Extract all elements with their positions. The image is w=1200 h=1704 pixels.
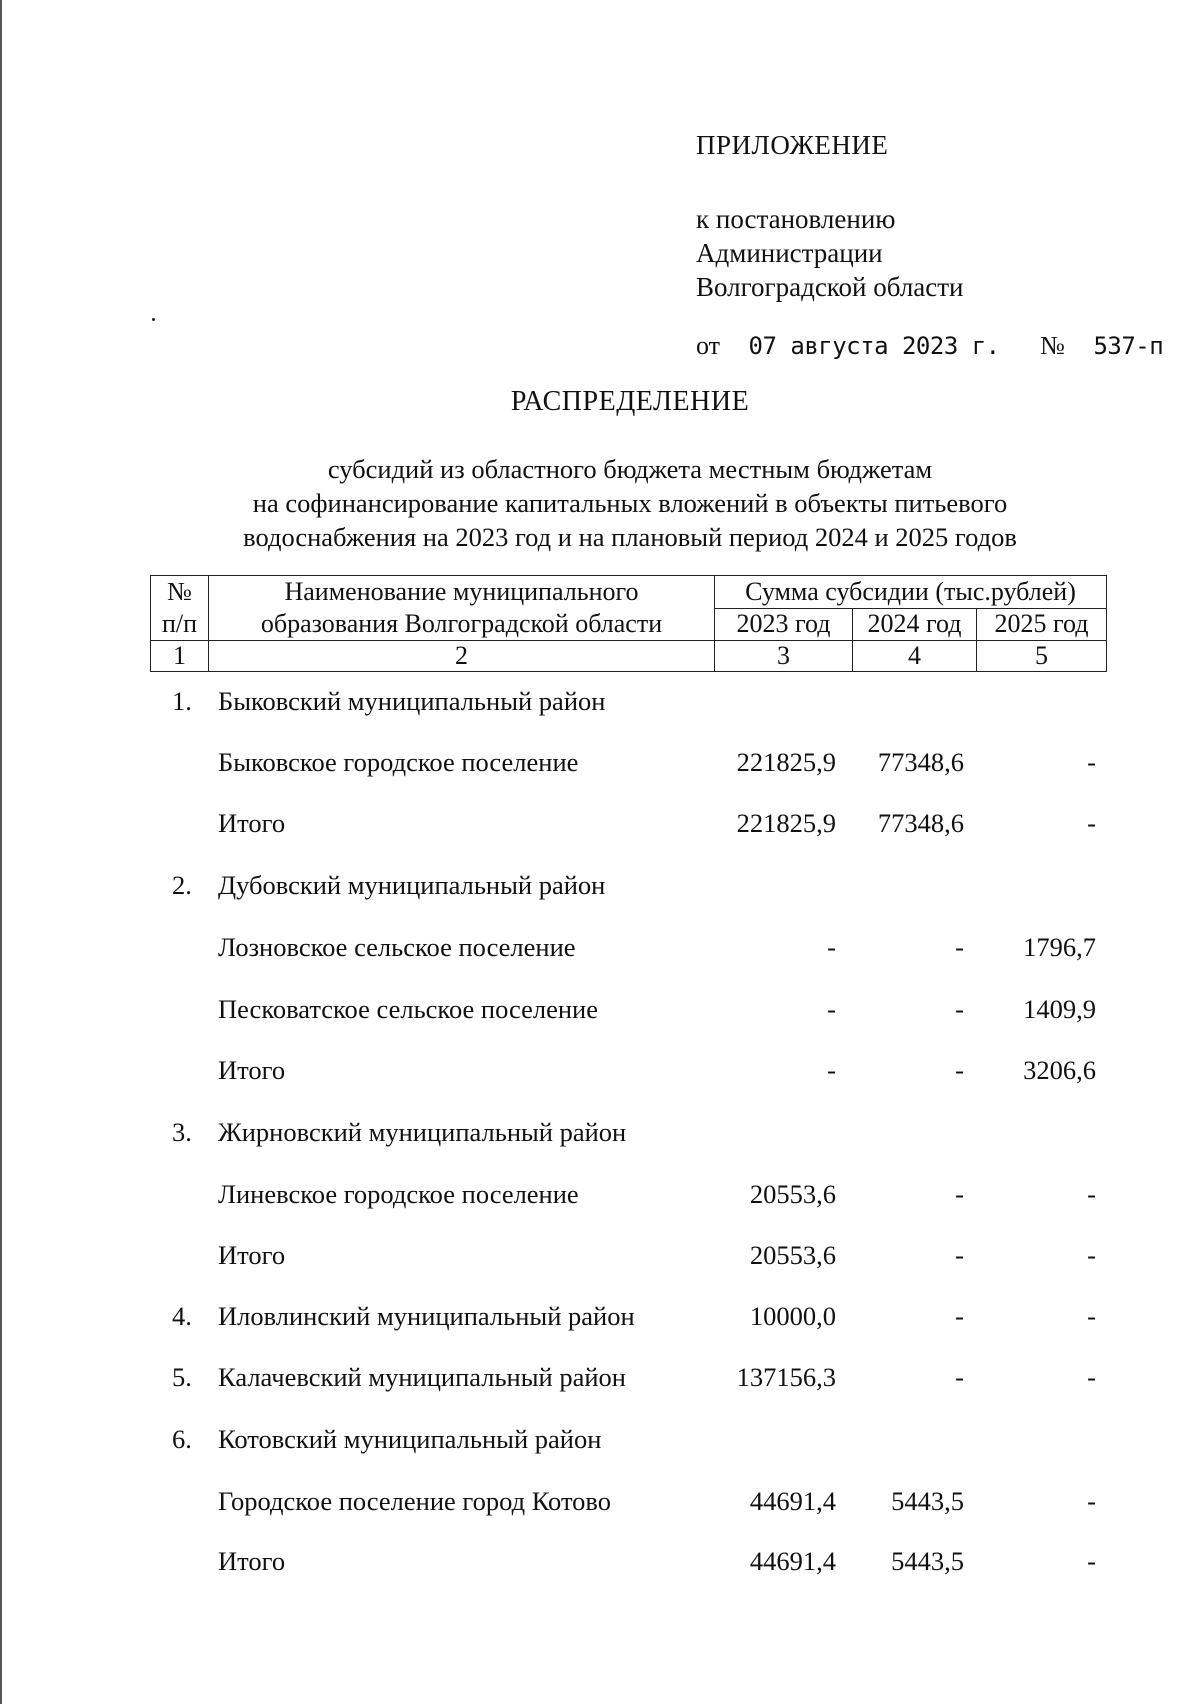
row-name: Итого <box>218 808 286 838</box>
header-num-line-2: п/п <box>161 609 198 638</box>
header-col-3: 3 <box>715 641 853 672</box>
value-2025: 1409,9 <box>1023 994 1096 1024</box>
value-2025: - <box>1087 1486 1096 1516</box>
document-title: РАСПРЕДЕЛЕНИЕ <box>510 386 750 417</box>
decree-number: 537-п <box>1093 332 1164 360</box>
row-name: Быковский муниципальный район <box>218 686 606 716</box>
value-2025: - <box>1087 1362 1096 1392</box>
appendix-line-3: Волгоградской области <box>696 272 964 302</box>
row-name: Котовский муниципальный район <box>218 1424 602 1454</box>
table-row <box>150 1362 1106 1398</box>
value-2023: 20553,6 <box>749 1240 836 1270</box>
value-2025: - <box>1087 1546 1096 1576</box>
table-row <box>150 932 1106 968</box>
value-2025: - <box>1087 808 1096 838</box>
value-2024: - <box>955 1055 964 1085</box>
row-number: 3. <box>172 1117 192 1147</box>
value-2023: 221825,9 <box>736 747 836 777</box>
row-name: Быковское городское поселение <box>218 747 579 777</box>
header-num <box>151 576 209 641</box>
value-2024: 5443,5 <box>891 1486 964 1516</box>
value-2023: - <box>827 932 836 962</box>
row-name: Дубовский муниципальный район <box>218 870 606 900</box>
value-2024: - <box>955 994 964 1024</box>
row-number: 2. <box>172 870 192 900</box>
header-col-5: 5 <box>977 641 1107 672</box>
appendix-line-1: к постановлению <box>696 204 896 234</box>
appendix-line-2: Администрации <box>696 238 883 268</box>
value-2023: 10000,0 <box>749 1301 836 1331</box>
table-row <box>150 1424 1106 1460</box>
appendix-block <box>696 128 964 302</box>
header-num-line-1: № <box>167 577 192 606</box>
value-2024: - <box>955 1301 964 1331</box>
row-name: Итого <box>218 1240 286 1270</box>
header-col-1: 1 <box>151 641 209 672</box>
table-row <box>150 1546 1106 1582</box>
row-name: Калачевский муниципальный район <box>218 1362 626 1392</box>
header-name-line-2: образования Волгоградской области <box>260 609 663 638</box>
table-row <box>150 686 1106 722</box>
row-number: 1. <box>172 686 192 716</box>
value-2024: - <box>955 1240 964 1270</box>
table-row <box>150 994 1106 1030</box>
row-name: Лозновское сельское поселение <box>218 932 576 962</box>
table-row <box>150 808 1106 844</box>
value-2025: - <box>1087 1240 1096 1270</box>
row-name: Песковатское сельское поселение <box>218 994 598 1024</box>
value-2025: - <box>1087 1301 1096 1331</box>
table-row <box>150 870 1106 906</box>
value-2024: 5443,5 <box>891 1546 964 1576</box>
value-2025: - <box>1087 747 1096 777</box>
appendix-reference <box>696 202 964 304</box>
header-year-2023: 2023 год <box>715 608 853 641</box>
table-row <box>150 1240 1106 1276</box>
value-2025: 1796,7 <box>1023 932 1096 962</box>
number-label: № <box>1040 331 1065 360</box>
table-row <box>150 1117 1106 1153</box>
row-name: Итого <box>218 1546 286 1576</box>
table-row <box>150 1055 1106 1091</box>
row-name: Линевское городское поселение <box>218 1179 579 1209</box>
header-name <box>209 576 715 641</box>
value-2024: - <box>955 1362 964 1392</box>
row-number: 4. <box>172 1301 192 1331</box>
row-number: 5. <box>172 1362 192 1392</box>
decree-dateline <box>696 331 1163 361</box>
header-sum-title: Сумма субсидии (тыс.рублей) <box>715 576 1107 609</box>
header-year-2024: 2024 год <box>853 608 977 641</box>
value-2023: 44691,4 <box>749 1486 836 1516</box>
header-year-2025: 2025 год <box>977 608 1107 641</box>
value-2024: 77348,6 <box>877 808 964 838</box>
table-row <box>150 1301 1106 1337</box>
subtitle-line-1: субсидий из областного бюджета местным бюджетам <box>327 454 933 484</box>
row-name: Иловлинский муниципальный район <box>218 1301 635 1331</box>
table-row <box>150 1179 1106 1215</box>
row-name: Жирновский муниципальный район <box>218 1117 627 1147</box>
table-header <box>150 575 1107 672</box>
value-2023: - <box>827 994 836 1024</box>
subtitle-line-2: на софинансирование капитальных вложений в объекты питьевого <box>252 488 1008 518</box>
header-name-line-1: Наименование муниципального <box>284 577 639 606</box>
decree-date: 07 августа 2023 г. <box>748 332 1000 360</box>
document-subtitle <box>0 452 1200 554</box>
value-2023: 137156,3 <box>736 1362 836 1392</box>
value-2023: - <box>827 1055 836 1085</box>
row-name: Итого <box>218 1055 286 1085</box>
value-2024: 77348,6 <box>877 747 964 777</box>
value-2023: 44691,4 <box>749 1546 836 1576</box>
from-label: от <box>696 331 721 360</box>
appendix-title: ПРИЛОЖЕНИЕ <box>696 130 889 160</box>
table-row <box>150 747 1106 783</box>
value-2023: 20553,6 <box>749 1179 836 1209</box>
value-2025: - <box>1087 1179 1096 1209</box>
value-2023: 221825,9 <box>736 808 836 838</box>
header-col-4: 4 <box>853 641 977 672</box>
value-2024: - <box>955 1179 964 1209</box>
scan-edge <box>0 0 2 1704</box>
row-number: 6. <box>172 1424 192 1454</box>
header-col-2: 2 <box>209 641 715 672</box>
value-2024: - <box>955 932 964 962</box>
row-name: Городское поселение город Котово <box>218 1486 612 1516</box>
subtitle-line-3: водоснабжения на 2023 год и на плановый период 2024 и 2025 годов <box>243 522 1017 552</box>
value-2025: 3206,6 <box>1023 1055 1096 1085</box>
table-row <box>150 1486 1106 1522</box>
scan-speck <box>152 318 155 321</box>
